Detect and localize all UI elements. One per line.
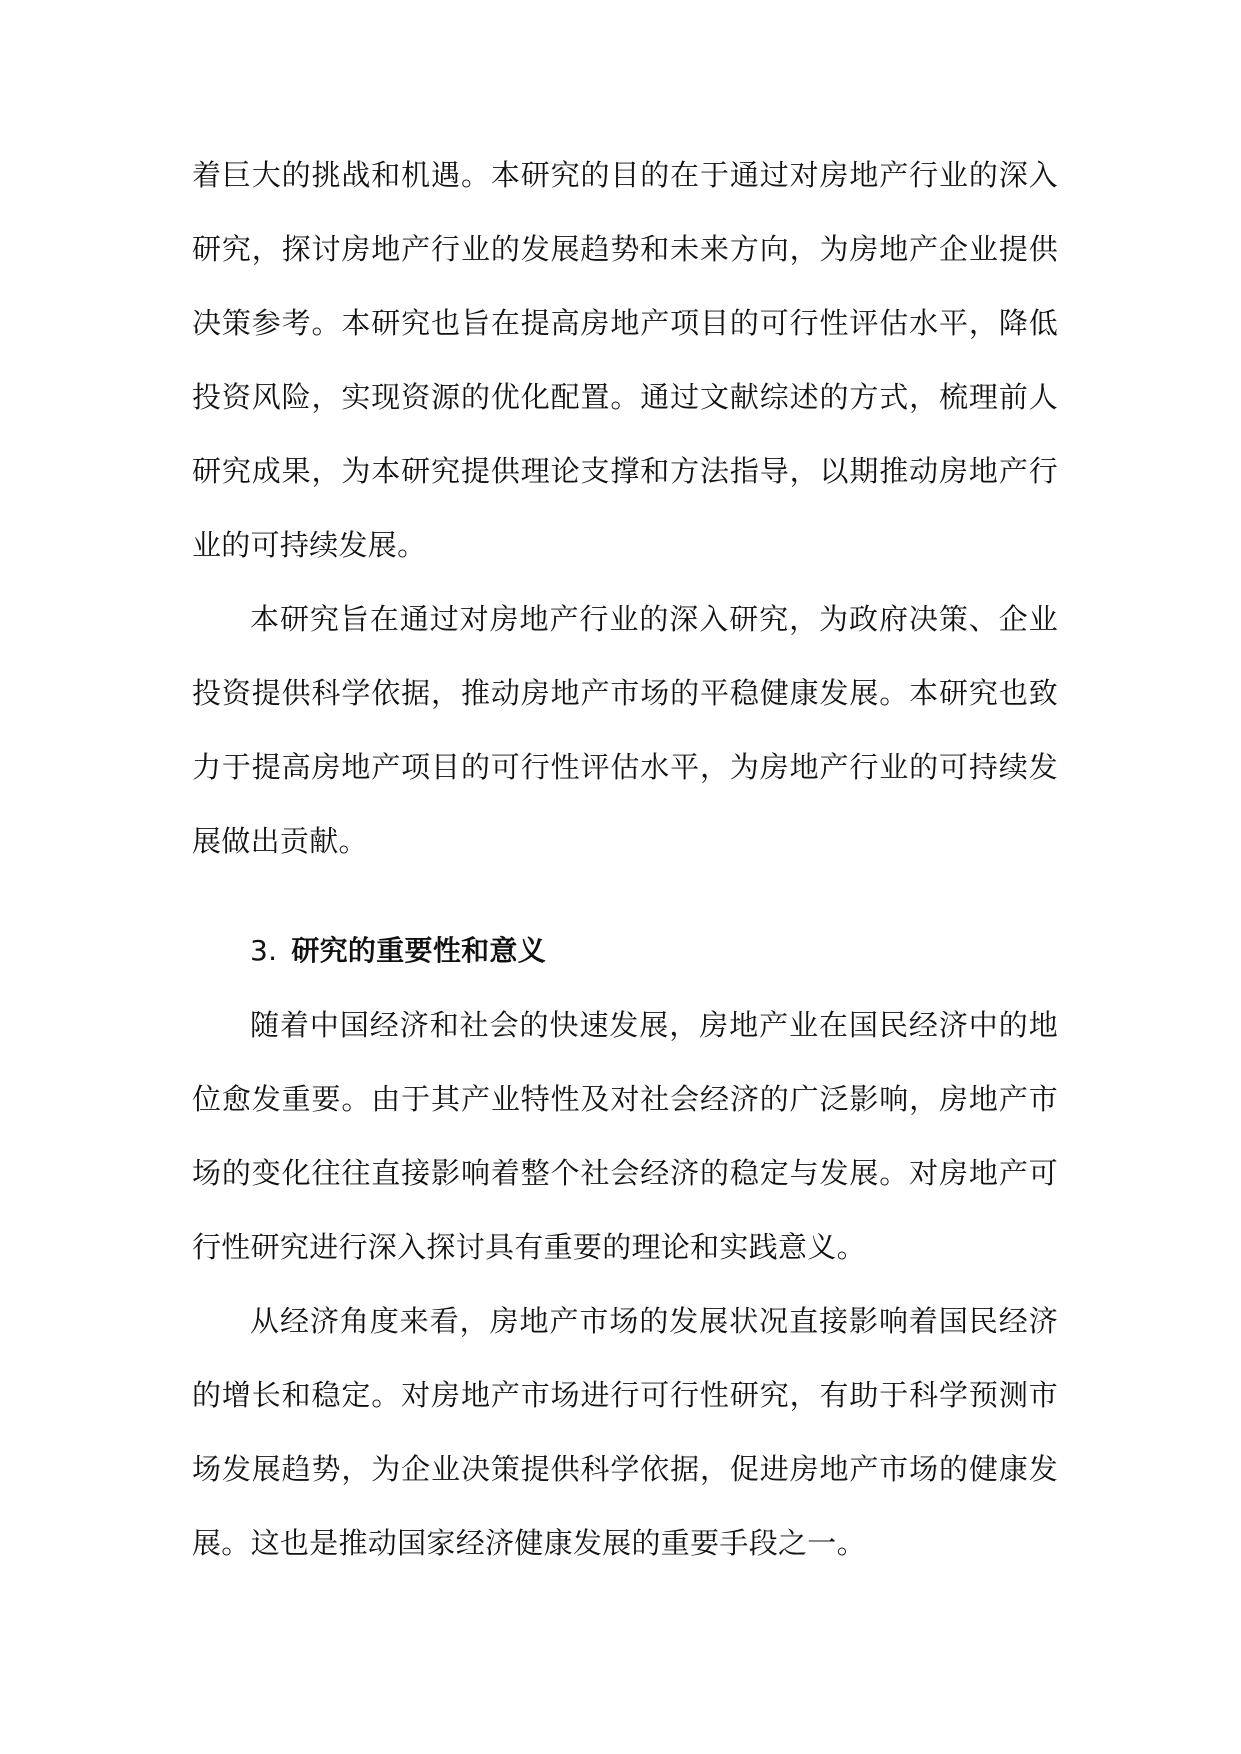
section-heading (192, 914, 1058, 988)
paragraph-research-aim: 本研究旨在通过对房地产行业的深入研究，为政府决策、企业投资提供科学依据，推动房地产市场的平稳健康发展。本研究也致力于提高房地产项目的可行性评估水平，为房地产行业的可持续发展做出贡献。 (192, 602, 1058, 858)
paragraph-economic-perspective: 从经济角度来看，房地产市场的发展状况直接影响着国民经济的增长和稳定。对房地产市场进行可行性研究，有助于科学预测市场发展趋势，为企业决策提供科学依据，促进房地产市场的健康发展。这也是推动国家经济健康发展的重要手段之一。 (192, 1304, 1058, 1560)
document-body (192, 138, 1058, 1580)
section-title: 研究的重要性和意义 (291, 934, 547, 967)
paragraph-continued: 着巨大的挑战和机遇。本研究的目的在于通过对房地产行业的深入研究，探讨房地产行业的发展趋势和未来方向，为房地产企业提供决策参考。本研究也旨在提高房地产项目的可行性评估水平，降低投资风险，实现资源的优化配置。通过文献综述的方式，梳理前人研究成果，为本研究提供理论支撑和方法指导，以期推动房地产行业的可持续发展。 (192, 158, 1058, 562)
paragraph-importance: 随着中国经济和社会的快速发展，房地产业在国民经济中的地位愈发重要。由于其产业特性及对社会经济的广泛影响，房地产市场的变化往往直接影响着整个社会经济的稳定与发展。对房地产可行性研究进行深入探讨具有重要的理论和实践意义。 (192, 1008, 1058, 1264)
section-number: 3. (250, 934, 278, 967)
